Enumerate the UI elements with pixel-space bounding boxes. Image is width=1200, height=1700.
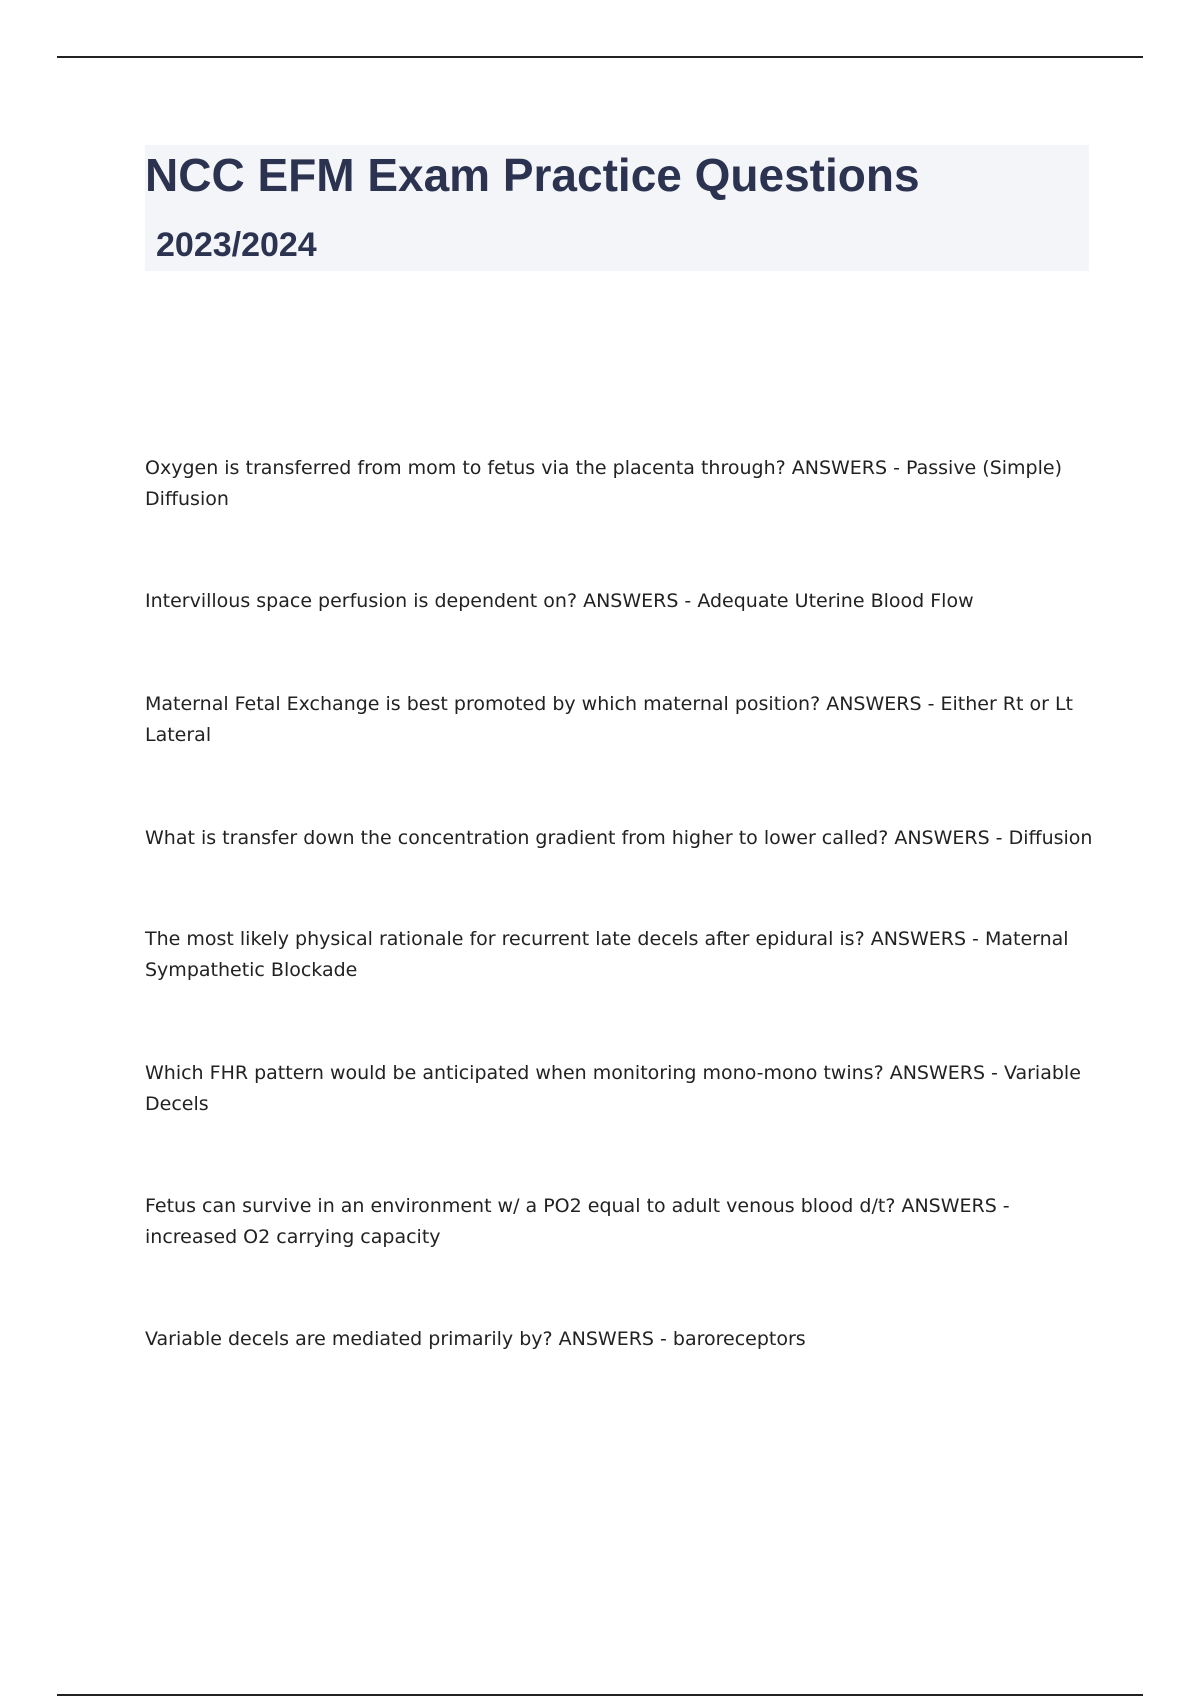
document-title: NCC EFM Exam Practice Questions (145, 149, 920, 201)
top-rule (57, 56, 1143, 58)
question-item-5: The most likely physical rationale for recurrent late decels after epidural is? ANSWERS - Maternal Sympathetic Blockade (145, 928, 1069, 981)
question-item-7: Fetus can survive in an environment w/ a PO2 equal to adult venous blood d/t? ANSWERS - increased O2 carrying capacity (145, 1195, 1010, 1248)
document-subtitle: 2023/2024 (156, 226, 317, 264)
question-item-2: Intervillous space perfusion is dependent on? ANSWERS - Adequate Uterine Blood Flow (145, 590, 974, 612)
question-item-3: Maternal Fetal Exchange is best promoted by which maternal position? ANSWERS - Either Rt or Lt Lateral (145, 693, 1073, 746)
question-item-4: What is transfer down the concentration gradient from higher to lower called? ANSWERS - Diffusion (145, 827, 1093, 849)
question-item-1: Oxygen is transferred from mom to fetus via the placenta through? ANSWERS - Passive (Simple) Diffusion (145, 457, 1062, 510)
bottom-rule (57, 1694, 1143, 1696)
question-item-8: Variable decels are mediated primarily by? ANSWERS - baroreceptors (145, 1328, 806, 1350)
question-item-6: Which FHR pattern would be anticipated when monitoring mono-mono twins? ANSWERS - Variable Decels (145, 1062, 1081, 1115)
title-block (145, 145, 1089, 271)
